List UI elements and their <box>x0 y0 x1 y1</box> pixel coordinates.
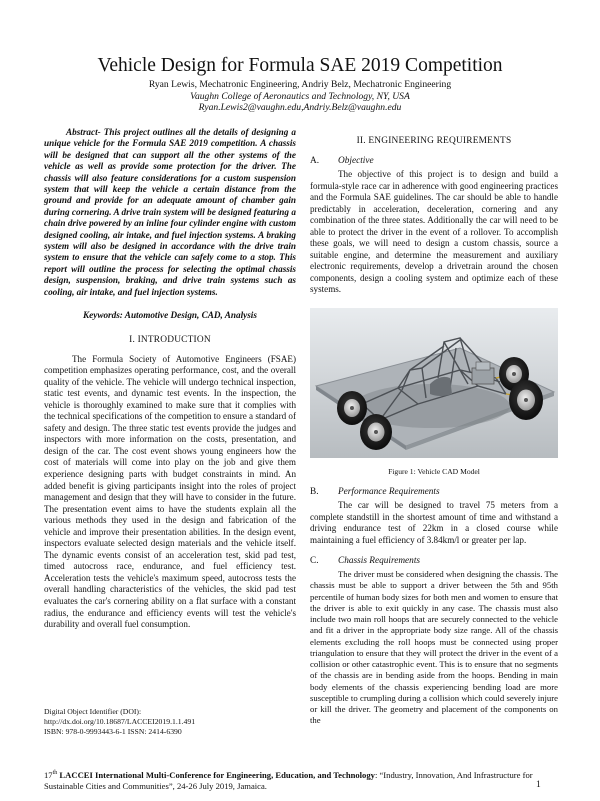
figure-caption: Figure 1: Vehicle CAD Model <box>388 467 480 477</box>
page-footer <box>44 768 564 793</box>
subsection-title: Chassis Requirements <box>338 556 421 567</box>
subsection-title: Performance Requirements <box>338 487 440 498</box>
isbn-issn: ISBN: 978-0-9993443-6-1 ISSN: 2414-6390 <box>44 727 182 736</box>
conference-number: 17 <box>44 769 53 780</box>
doi-block <box>44 707 296 737</box>
author-names: Ryan Lewis, Mechatronic Engineering, Andriy Belz, Mechatronic Engineering <box>148 79 452 90</box>
vehicle-cad-figure <box>310 308 558 458</box>
conference-name: LACCEI International Multi-Conference for Engineering, Education, and Technology <box>59 769 375 780</box>
paper-title: Vehicle Design for Formula SAE 2019 Competition <box>97 55 503 76</box>
subsection-title: Objective <box>338 156 374 166</box>
author-block <box>0 79 600 114</box>
subsection-performance <box>310 486 558 498</box>
section-heading-introduction: I. INTRODUCTION <box>129 334 211 345</box>
affiliation: Vaughn College of Aeronautics and Technology, NY, USA <box>190 90 410 102</box>
left-column <box>44 127 296 631</box>
conference-ordinal: th <box>52 770 58 776</box>
right-column <box>310 135 558 727</box>
subsection-letter: C. <box>310 556 319 567</box>
subsection-objective <box>310 155 558 167</box>
subsection-chassis <box>310 555 558 567</box>
vehicle-cad-image <box>310 308 558 458</box>
subsection-letter: B. <box>310 487 319 498</box>
conference-details: : “Industry, Innovation, And Infrastructure for Sustainable Cities and Communities”, 24-26 July 2019, Jamaica. <box>44 769 533 792</box>
introduction-text: The Formula Society of Automotive Engineers (FSAE) competition emphasizes operating performance, cost, and the overall quality of the vehicle. The vehicle will undergo technical inspection, static test events, and dynamic test events. In the inspection, the vehicle is thoroughly examined to make sure that it complies with the technical specifications of the competition to ensure a standard of safety and design. The three static test events provide the judges and inspectors with more information on the costs, presentation, and design of the car. The cost event shows young engineers how the cost of materials will come into play on the job and give them experience designing parts with budget constraints in mind. An added benefit is giving participants insight into the roles of project management and design that they will have to consider in the future. The presentation event aims to have the students explain all the various methods they used in the design and fabrication of the vehicle and improve their presentation abilities. In the design event, inspectors evaluate selected design materials and the vehicle itself. The dynamic events consist of an acceleration test, skid pad test, timed autocross race, endurance, and fuel efficiency test. Acceleration tests the vehicle's maximum speed, autocross tests the overall handling characteristics of the vehicles, the skid pad test evaluates the car's cornering ability on a flat surface with a constant radius, the endurance and efficiency events will test the vehicle's durability and overall fuel consumption. <box>44 353 297 630</box>
keywords: Keywords: Automotive Design, CAD, Analysis <box>83 310 257 321</box>
objective-text: The objective of this project is to design and build a formula-style race car in adherence with good engineering practices and the Formula SAE guidelines. The car should be able to handle predictably in acceleration, deceleration, cornering and any combination of the three states. Additionally the car will need to be able to protect the driver in the event of a rollover. To accomplish these goals, we will need to design a custom chassis, source a suitable engine, and determine the measurement and auxiliary electronic requirements, develop a drivetrain around the chosen components, design a cooling system and optimize each of these systems. <box>310 169 558 295</box>
performance-text: The car will be designed to travel 75 meters from a complete standstill in the shortest amount of time and withstand a driving endurance test of 22km in a closed course while maintaining a fuel efficiency of 3.84km/l or greater per lap. <box>310 500 558 545</box>
section-heading-requirements: II. ENGINEERING REQUIREMENTS <box>356 136 512 146</box>
author-emails: Ryan.Lewis2@vaughn.edu,Andriy.Belz@vaughn.edu <box>198 102 402 114</box>
doi-link[interactable]: http://dx.doi.org/10.18687/LACCEI2019.1.1.491 <box>44 717 196 726</box>
chassis-text: The driver must be considered when designing the chassis. The chassis must be able to support a driver between the 5th and 95th percentile of human body sizes for both men and women to ensure that the driver is able to exit quickly in any case. The chassis must also include two main roll hoops that are securely connected to the vehicle and fit a driver in the appropriate body size range. All of the chassis elements excluding the roll hoops must be connected using proper triangulation to ensure that they will protect the driver in the event of a collision or other catastrophic event. This is to ensure that no segments of the chassis are in bending aside from the hoops. Bending in main body elements of the chassis experiencing bending load are more susceptible to crumpling during a collision which could severely injure or kill the driver. The geometry and placement of the components on the <box>310 569 558 726</box>
page-number: 1 <box>536 780 541 790</box>
subsection-letter: A. <box>310 156 320 166</box>
abstract: Abstract- This project outlines all the details of designing a unique vehicle for the Formula SAE 2019 competition. A chassis will be designed that can support all the other systems of the vehicle as well as provide some protection for the driver. The chassis will also feature considerations for a custom suspension system that will keep the vehicle a certain distance from the ground and provide for an adequate amount of chamber gain during cornering. A drive train system will be designed featuring a chain drive powered by an inline four cylinder engine with custom designed cooling, air intake, and fuel injection systems. A braking system will also be designed in accordance with the drive train system to ensure that the vehicle can safely come to a stop. This report will outline the process for selecting the optimal chassis design, suspension, braking, and drive train systems such as cooling, air intake, and fuel injection systems. <box>44 127 296 297</box>
doi-label: Digital Object Identifier (DOI): <box>44 707 142 716</box>
